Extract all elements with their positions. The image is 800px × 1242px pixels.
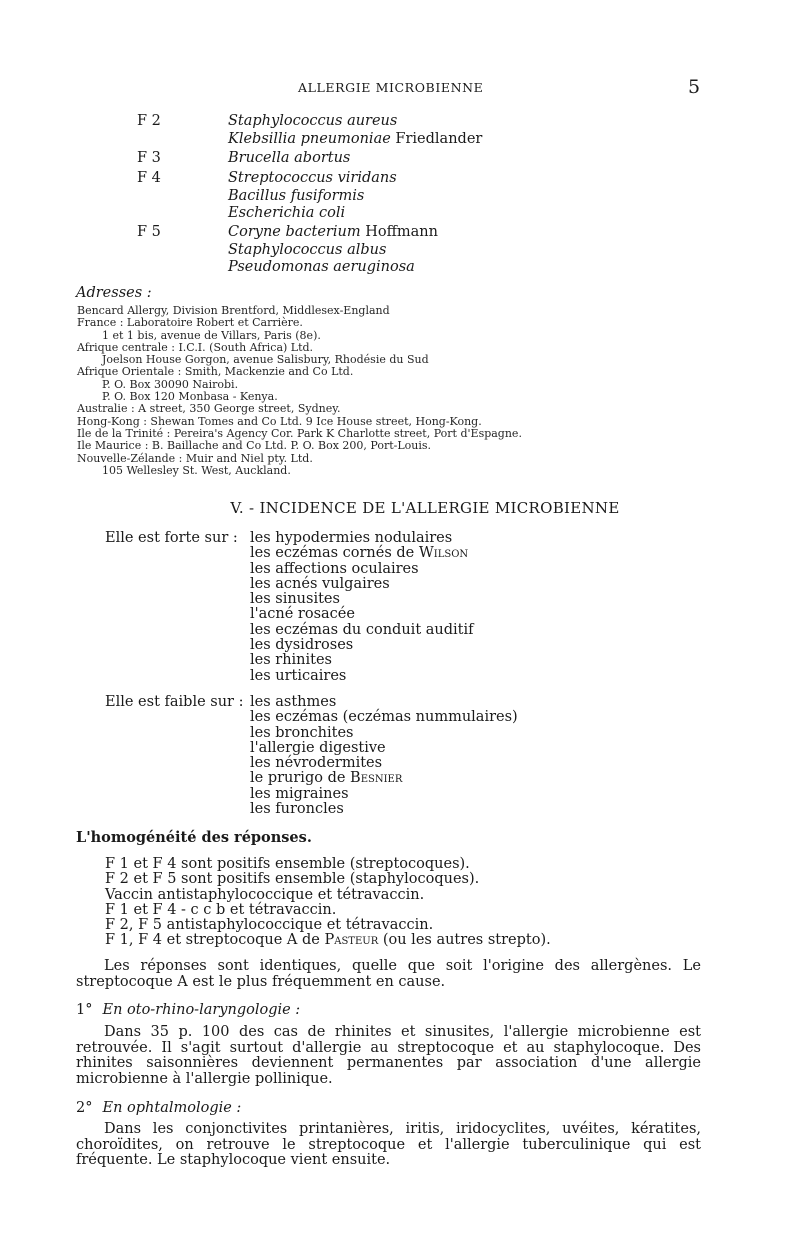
- list-item: les eczémas du conduit auditif: [250, 621, 474, 638]
- list-item: les névrodermites: [250, 755, 383, 772]
- address-line: 105 Wellesley St. West, Auckland.: [102, 463, 291, 477]
- paragraph-reponses: [76, 959, 701, 990]
- address-line: Australie : A street, 350 George street, Sydney.: [77, 402, 341, 416]
- section-subtitle: En oto-rhino-laryngologie :: [102, 1002, 301, 1018]
- address-line: Afrique centrale : I.C.I. (South Africa) Ltd.: [77, 340, 314, 354]
- running-title: ALLERGIE MICROBIENNE: [298, 80, 484, 95]
- address-line: 1 et 1 bis, avenue de Villars, Paris (8e).: [102, 328, 321, 342]
- organism-name: Brucella abortus: [228, 150, 351, 166]
- oto-heading: [76, 1002, 300, 1018]
- list-item: les sinusites: [250, 591, 340, 608]
- organism-name: Streptococcus viridans: [228, 170, 397, 186]
- homogeneite-line: Vaccin antistaphylococcique et tétravaccin.: [105, 886, 425, 903]
- section-number: 2°: [76, 1100, 93, 1116]
- f-code: F 4: [137, 170, 161, 186]
- page-header: [0, 76, 800, 100]
- f-code: F 2: [137, 113, 161, 129]
- paragraph-text: Dans 35 p. 100 des cas de rhinites et sinusites, l'allergie microbienne est retrouvée. Il s'agit surtout d'allergie au streptocoque et au staphylocoque. Des rhinites saisonnières deviennent permanentes par association d'une allergie microbienne à l'allergie pollinique.: [76, 1024, 701, 1087]
- section-subtitle: En ophtalmologie :: [102, 1100, 242, 1116]
- list-item: les asthmes: [250, 694, 337, 710]
- address-list: [77, 305, 522, 477]
- address-line: P. O. Box 30090 Nairobi.: [102, 377, 239, 391]
- author-name: Hoffmann: [365, 224, 438, 240]
- list-item: les rhinites: [250, 652, 333, 669]
- address-line: Hong-Kong : Shewan Tomes and Co Ltd. 9 Ice House street, Hong-Kong.: [77, 414, 482, 428]
- organism-name: Klebsillia pneumoniae: [228, 130, 391, 147]
- author-name: Wilson: [418, 545, 469, 562]
- author-name: Friedlander: [395, 130, 483, 147]
- faible-label: Elle est faible sur :: [105, 694, 244, 710]
- address-line: Ile Maurice : B. Baillache and Co Ltd. P. O. Box 200, Port-Louis.: [77, 439, 432, 453]
- adresses-label: Adresses :: [76, 285, 152, 301]
- author-name: Besnier: [350, 770, 403, 787]
- organism-name: Bacillus fusiformis: [228, 187, 365, 204]
- homogeneite-line: F 1 et F 4 sont positifs ensemble (streptocoques).: [105, 856, 470, 872]
- author-name: Pasteur: [324, 932, 379, 949]
- paragraph-ophtalmo: [76, 1122, 701, 1169]
- section-number: 1°: [76, 1002, 93, 1018]
- address-line: France : Laboratoire Robert et Carrière.: [77, 316, 303, 330]
- page-number: 5: [688, 76, 701, 98]
- list-item: les eczémas cornés de: [250, 545, 415, 562]
- section-title: V. - INCIDENCE DE L'ALLERGIE MICROBIENNE: [230, 499, 620, 517]
- address-line: Afrique Orientale : Smith, Mackenzie and Co Ltd.: [77, 365, 354, 379]
- homogeneite-lines: [105, 857, 551, 949]
- paragraph-oto: [76, 1025, 701, 1087]
- organism-name: Pseudomonas aeruginosa: [228, 259, 415, 275]
- homogeneite-line-tail: (ou les autres strepto).: [382, 932, 551, 949]
- address-line: Joelson House Gorgon, avenue Salisbury, Rhodésie du Sud: [102, 353, 429, 367]
- paragraph-text: Les réponses sont identiques, quelle que soit l'origine des allergènes. Le streptocoque A est le plus fréquemment en cause.: [76, 958, 701, 990]
- list-item: les migraines: [250, 785, 349, 802]
- paragraph-text: Dans les conjonctivites printanières, iritis, iridocyclites, uvéites, kératites, choroïdites, on retrouve le streptocoque et l'allergie tuberculinique qui est fréquente. Le staphylocoque vient ensuite.: [76, 1121, 701, 1168]
- organism-name: Staphylococcus aureus: [228, 113, 398, 129]
- list-item: les affections oculaires: [250, 560, 419, 577]
- address-line: Ile de la Trinité : Pereira's Agency Cor. Park K Charlotte street, Port d'Espagne.: [77, 426, 522, 440]
- homogeneite-line: F 2, F 5 antistaphylococcique et tétravaccin.: [105, 917, 434, 934]
- homogeneite-line: F 1, F 4 et streptocoque A de: [105, 932, 320, 949]
- list-item: l'allergie digestive: [250, 739, 386, 756]
- list-item: le prurigo de: [250, 770, 346, 787]
- list-item: les furoncles: [250, 801, 344, 818]
- forte-label: Elle est forte sur :: [105, 530, 238, 546]
- list-item: les urticaires: [250, 667, 347, 684]
- ophtalmo-heading: [76, 1100, 241, 1116]
- organism-name: Staphylococcus albus: [228, 241, 387, 258]
- homogeneite-line: F 2 et F 5 sont positifs ensemble (staphylocoques).: [105, 871, 480, 888]
- address-line: P. O. Box 120 Monbasa - Kenya.: [102, 390, 278, 404]
- address-line: Nouvelle-Zélande : Muir and Niel pty. Ltd.: [77, 451, 313, 465]
- f-code: F 3: [137, 150, 161, 166]
- f-code: F 5: [137, 224, 161, 240]
- organism-name: Coryne bacterium: [228, 224, 361, 240]
- organism-name: Escherichia coli: [228, 205, 346, 221]
- list-item: les dysidroses: [250, 637, 354, 654]
- list-item: les acnés vulgaires: [250, 575, 390, 592]
- homogeneite-line: F 1 et F 4 - c c b et tétravaccin.: [105, 901, 337, 918]
- list-item: les bronchites: [250, 724, 354, 741]
- homogeneite-title: L'homogénéité des réponses.: [76, 829, 312, 846]
- address-line: Bencard Allergy, Division Brentford, Middlesex-England: [77, 304, 390, 317]
- list-item: l'acné rosacée: [250, 606, 355, 623]
- list-item: les hypodermies nodulaires: [250, 530, 453, 546]
- list-item: les eczémas (eczémas nummulaires): [250, 709, 518, 726]
